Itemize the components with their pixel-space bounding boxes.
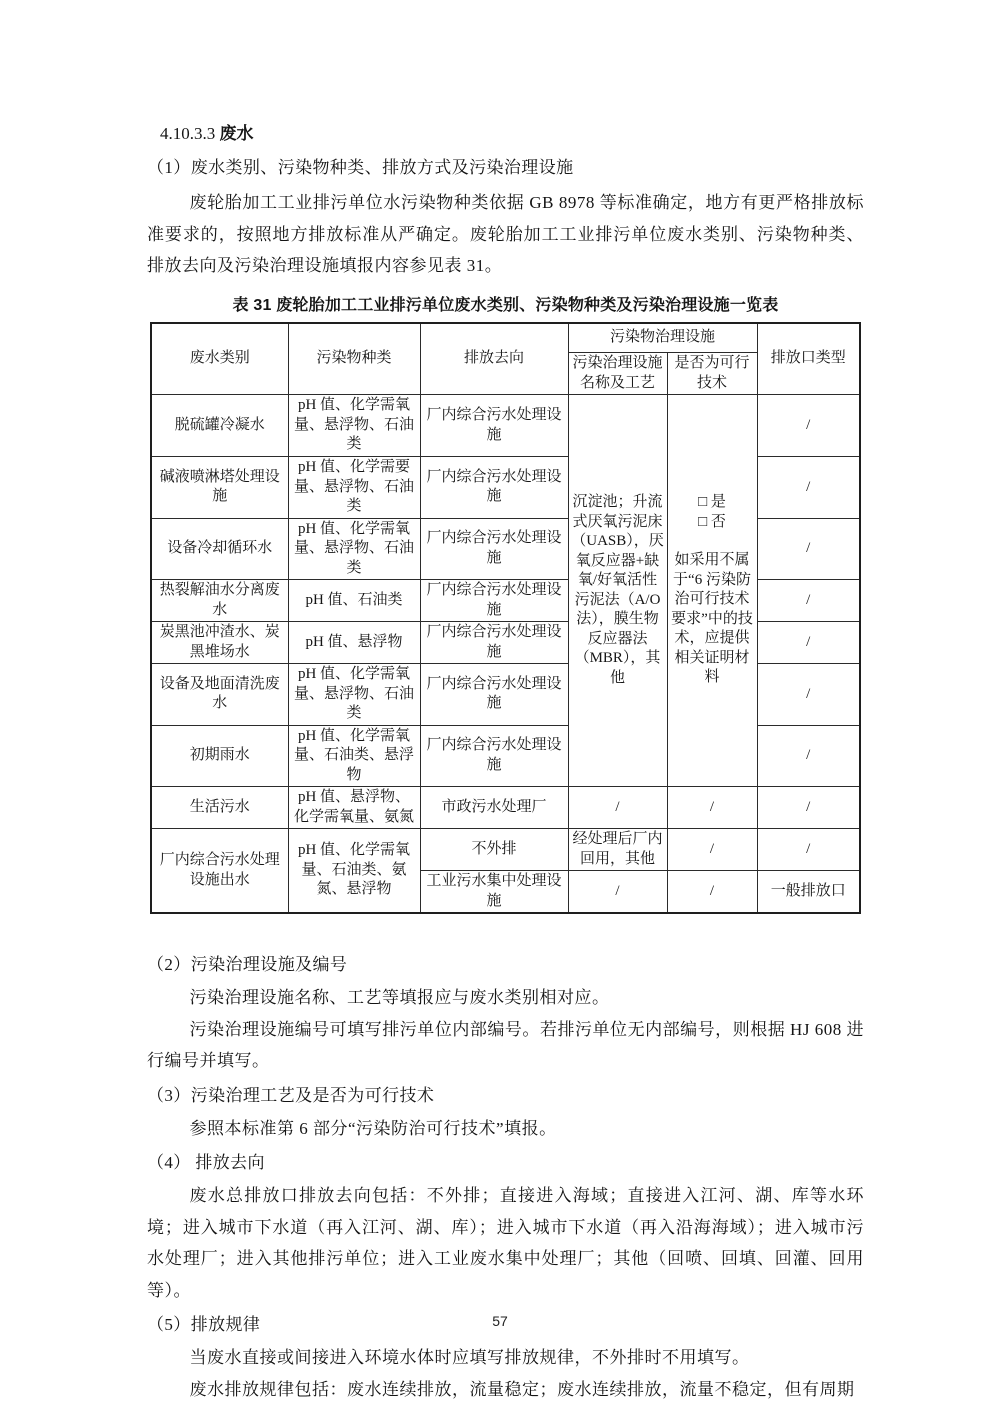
table-31 (150, 322, 861, 915)
section-title: 废水 (219, 124, 254, 143)
cell-wastewater-class: 设备冷却循环水 (151, 518, 288, 580)
cell-wastewater-class: 生活污水 (151, 787, 288, 829)
item-5-paragraph: 废水排放规律包括：废水连续排放，流量稳定；废水连续排放，流量不稳定，但有周期 (189, 1379, 855, 1399)
cell-feasible: / (667, 871, 757, 914)
item-4-paragraph: 废水总排放口排放去向包括：不外排；直接进入海域；直接进入江河、湖、库等水环境；进入城市下水道（再入江河、湖、库）；进入城市下水道（再入沿海海域）；进入城市污水处理厂；进入其他排污单位；进入工业废水集中处理厂；其他（回喷、回填、回灌、回用等）。 (147, 1186, 864, 1300)
feasible-yes-checkbox: □ 是 (698, 494, 726, 511)
table-31-title: 表 31 废轮胎加工工业排污单位废水类别、污染物种类及污染治理设施一览表 (232, 296, 779, 314)
cell-destination: 厂内综合污水处理设施 (420, 457, 568, 519)
cell-wastewater-class: 初期雨水 (151, 725, 288, 787)
section-heading (160, 120, 864, 147)
cell-destination: 市政污水处理厂 (420, 787, 568, 829)
item-3-paragraph: 参照本标准第 6 部分“污染防治可行技术”填报。 (189, 1118, 557, 1138)
cell-feasible: / (667, 829, 757, 871)
item-2-paragraph: 污染治理设施名称、工艺等填报应与废水类别相对应。 (189, 988, 610, 1007)
feasible-note: 如采用不属于“6 污染防治可行技术要求”中的技术，应提供相关证明材料 (671, 552, 753, 686)
cell-outlet-type: / (757, 664, 860, 726)
cell-facility: / (568, 871, 667, 914)
cell-pollutants: pH 值、化学需氧量、悬浮物、石油类 (288, 395, 420, 457)
cell-destination: 厂内综合污水处理设施 (420, 664, 568, 726)
cell-pollutants: pH 值、化学需要量、悬浮物、石油类 (288, 457, 420, 519)
cell-pollutants: pH 值、化学需氧量、悬浮物、石油类 (288, 664, 420, 726)
cell-pollutants: pH 值、悬浮物、化学需氧量、氨氮 (288, 787, 420, 829)
cell-wastewater-class: 碱液喷淋塔处理设施 (151, 457, 288, 519)
header-outlet-type: 排放口类型 (757, 323, 860, 395)
cell-outlet-type: / (757, 622, 860, 664)
item-2-paragraph: 污染治理设施编号可填写排污单位内部编号。若排污单位无内部编号，则根据 HJ 608 进行编号并填写。 (147, 1019, 864, 1070)
header-facility-name-process: 污染治理设施名称及工艺 (568, 353, 667, 395)
item-1-paragraph: 废轮胎加工工业排污单位水污染物种类依据 GB 8978 等标准确定，地方有更严格排放标准要求的，按照地方排放标准从严确定。废轮胎加工工业排污单位废水类别、污染物种类、排放去向及污染治理设施填报内容参见表 31。 (147, 193, 864, 275)
cell-facility: / (568, 787, 667, 829)
cell-facility: 经处理后厂内回用，其他 (568, 829, 667, 871)
cell-destination: 厂内综合污水处理设施 (420, 622, 568, 664)
cell-pollutants: pH 值、化学需氧量、石油类、悬浮物 (288, 725, 420, 787)
cell-destination: 不外排 (420, 829, 568, 871)
cell-pollutants: pH 值、化学需氧量、石油类、氨氮、悬浮物 (288, 829, 420, 914)
cell-destination: 厂内综合污水处理设施 (420, 725, 568, 787)
cell-outlet-type: 一般排放口 (757, 871, 860, 914)
cell-wastewater-class: 脱硫罐冷凝水 (151, 395, 288, 457)
cell-wastewater-class: 热裂解油水分离废水 (151, 580, 288, 622)
cell-outlet-type: / (757, 725, 860, 787)
cell-outlet-type: / (757, 580, 860, 622)
cell-facility-merged: 沉淀池；升流式厌氧污泥床（UASB），厌氧反应器+缺氧/好氧活性污泥法（A/O 法），膜生物反应器法（MBR），其他 (568, 395, 667, 787)
item-5-paragraph: 当废水直接或间接进入环境水体时应填写排放规律，不外排时不用填写。 (189, 1348, 750, 1367)
item-1-heading: （1）废水类别、污染物种类、排放方式及污染治理设施 (147, 158, 574, 177)
cell-wastewater-class: 炭黑池冲渣水、炭黑堆场水 (151, 622, 288, 664)
cell-destination: 厂内综合污水处理设施 (420, 395, 568, 457)
page-number: 57 (492, 1313, 508, 1329)
cell-outlet-type: / (757, 395, 860, 457)
header-is-feasible-tech: 是否为可行技术 (667, 353, 757, 395)
item-5-heading: （5）排放规律 (147, 1315, 261, 1334)
cell-outlet-type: / (757, 457, 860, 519)
header-treatment-facility-group: 污染物治理设施 (568, 323, 757, 353)
item-3-heading: （3）污染治理工艺及是否为可行技术 (147, 1085, 435, 1105)
feasible-no-checkbox: □ 否 (698, 513, 726, 530)
cell-feasible: / (667, 787, 757, 829)
cell-pollutants: pH 值、悬浮物 (288, 622, 420, 664)
cell-wastewater-class: 设备及地面清洗废水 (151, 664, 288, 726)
cell-destination: 厂内综合污水处理设施 (420, 518, 568, 580)
cell-destination: 厂内综合污水处理设施 (420, 580, 568, 622)
cell-feasible-merged (667, 395, 757, 787)
item-4-heading: （4） 排放去向 (147, 1153, 265, 1172)
cell-outlet-type: / (757, 829, 860, 871)
header-discharge-destination: 排放去向 (420, 323, 568, 395)
cell-pollutants: pH 值、化学需氧量、悬浮物、石油类 (288, 518, 420, 580)
lower-sections (147, 952, 864, 1405)
header-wastewater-class: 废水类别 (151, 323, 288, 395)
spacer (670, 532, 755, 551)
table-row (151, 395, 860, 457)
cell-outlet-type: / (757, 787, 860, 829)
cell-wastewater-class: 厂内综合污水处理设施出水 (151, 829, 288, 914)
table-row (151, 787, 860, 829)
cell-destination: 工业污水集中处理设施 (420, 871, 568, 914)
item-2-heading: （2）污染治理设施及编号 (147, 955, 348, 974)
table-row (151, 829, 860, 871)
cell-pollutants: pH 值、石油类 (288, 580, 420, 622)
cell-outlet-type: / (757, 518, 860, 580)
section-number: 4.10.3.3 (160, 124, 216, 143)
header-pollutant-types: 污染物种类 (288, 323, 420, 395)
